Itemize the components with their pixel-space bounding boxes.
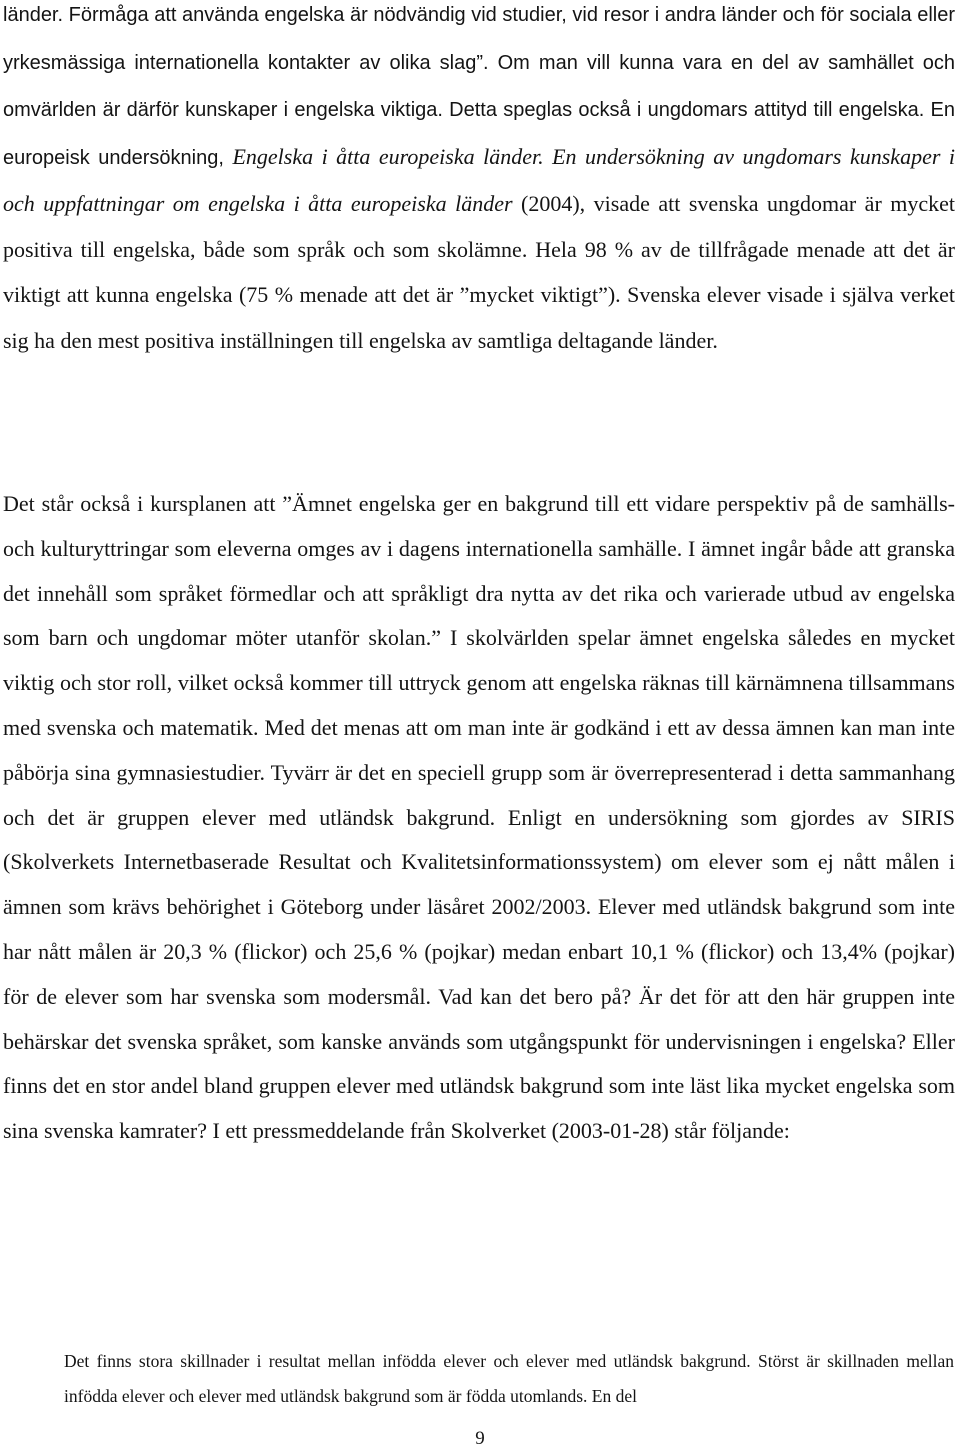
- survey-report-title: Engelska i åtta europeiska länder. En undersökning av ungdomars kunskaper i och uppfattningar om engelska i åtta europeiska länder: [3, 143, 955, 216]
- page-number: 9: [475, 1428, 485, 1449]
- paragraph-curriculum: Det står också i kursplanen att ”Ämnet engelska ger en bakgrund till ett vidare perspektiv på de samhälls- och kulturyttringar som eleverna omges av i dagens internationella samhälle. I ämnet ingår både att granska det innehåll som språket förmedlar och att språkligt dra nytta av det rika och varierade utbud av engelska som barn och ungdomar möter utanför skolan.” I skolvärlden spelar ämnet engelska således en mycket viktig och stor roll, vilket också kommer till uttryck genom att engelska räknas till kärnämnena tillsammans med svenska och matematik. Med det menas att om man inte är godkänd i ett av dessa ämnen kan man inte påbörja sina gymnasiestudier. Tyvärr är det en speciell grupp som är överrepresenterad i detta sammanhang och det är gruppen elever med utländsk bakgrund. Enligt en undersökning som gjordes av SIRIS (Skolverkets Internetbaserade Resultat och Kvalitetsinformationssystem) om elever som ej nått målen i ämnen som krävs behörighet i Göteborg under läsåret 2002/2003. Elever med utländsk bakgrund som inte har nått målen är 20,3 % (flickor) och 25,6 % (pojkar) medan enbart 10,1 % (flickor) och 13,4% (pojkar) för de elever som har svenska som modersmål. Vad kan det bero på? Är det för att den här gruppen inte behärskar det svenska språket, som kanske används som utgångspunkt för undervisningen i engelska? Eller finns det en stor andel bland gruppen elever med utländsk bakgrund som inte läst lika mycket engelska som sina svenska kamrater? I ett pressmeddelande från Skolverket (2003-01-28) står följande:: [3, 491, 955, 1144]
- block-quote: Det finns stora skillnader i resultat mellan infödda elever och elever med utländsk bakgrund. Störst är skillnaden mellan infödda elever och elever med utländsk bakgrund som är födda utomlands. En del: [64, 1351, 954, 1406]
- paragraph-survey: [3, 0, 955, 363]
- paragraph-survey-intro: länder. Förmåga att använda engelska är nödvändig vid studier, vid resor i andra länder och för sociala eller yrkesmässiga internationella kontakter av olika slag”. Om man vill kunna vara en del av samhället och omvärlden är därför kunskaper i engelska viktiga. Detta speglas också i ungdomars attityd till engelska. En europeisk undersökning,: [3, 4, 955, 169]
- paragraph-survey-result: (2004), visade att svenska ungdomar är mycket positiva till engelska, både som språk och som skolämne. Hela 98 % av de tillfrågade menade att det är viktigt att kunna engelska (75 % menade att det är ”mycket viktigt”). Svenska elever visade i själva verket sig ha den mest positiva inställningen till engelska av samtliga deltagande länder.: [3, 191, 956, 353]
